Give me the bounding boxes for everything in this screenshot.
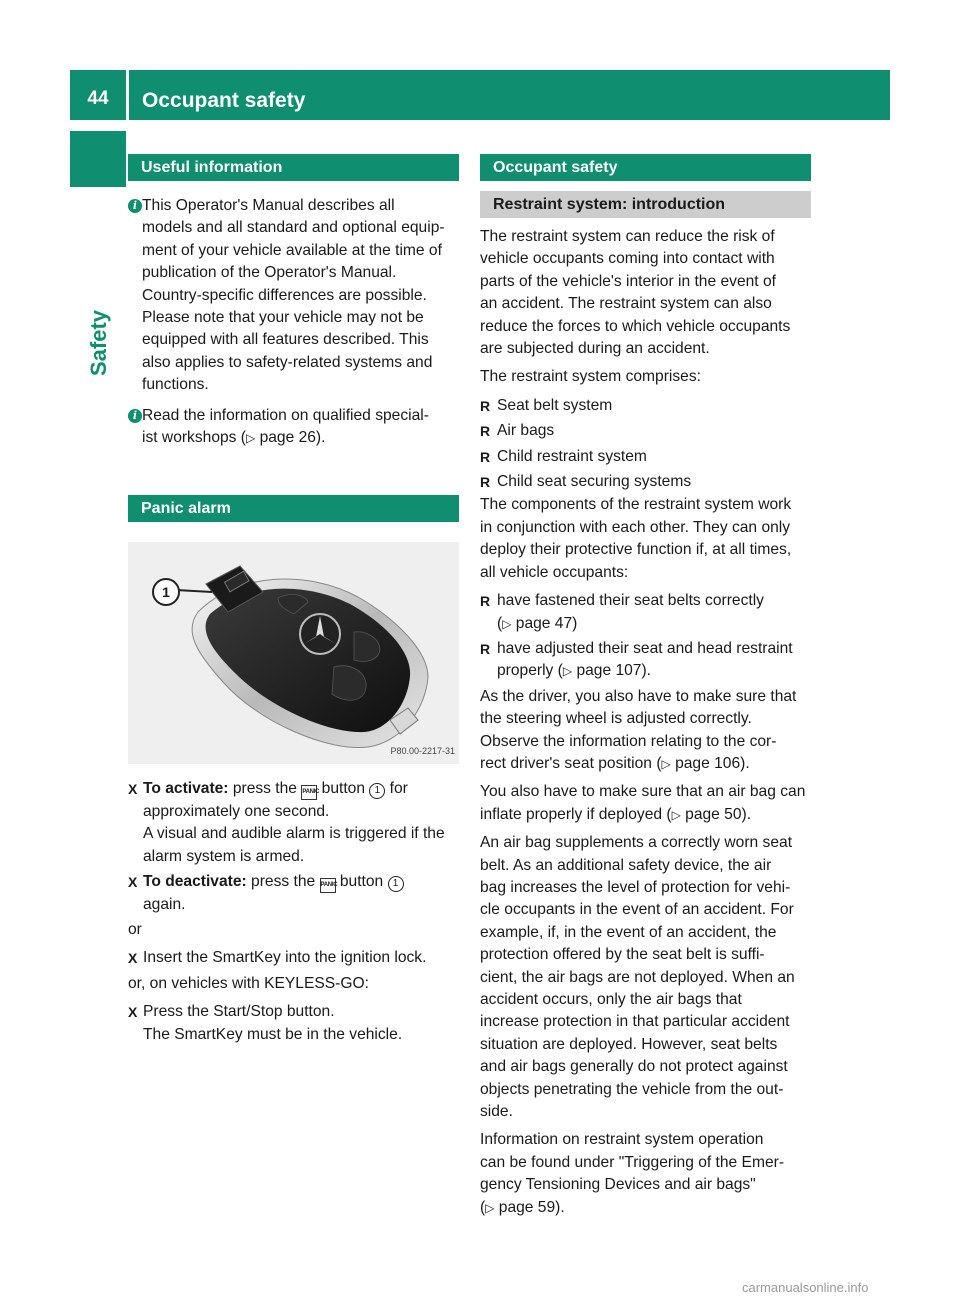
page-ref-arrow-icon: ▷ <box>661 756 671 771</box>
panic-alarm-heading: Panic alarm <box>128 495 459 522</box>
step-text: press the <box>228 780 302 798</box>
step-text: press the <box>246 873 320 891</box>
page-ref-link[interactable]: page 47) <box>511 614 578 632</box>
step-line: approximately one second. <box>143 802 330 820</box>
header-divider <box>126 70 129 120</box>
line: The components of the restraint system work <box>480 496 792 514</box>
paragraph <box>480 494 811 584</box>
occupant-safety-heading: Occupant safety <box>480 154 811 181</box>
step-line: A visual and audible alarm is triggered if the <box>143 825 445 843</box>
step-line <box>143 778 459 800</box>
step-text: button <box>317 780 370 798</box>
bullet-marker: R <box>480 423 491 440</box>
info-text: ist workshops ( <box>142 429 246 447</box>
callout-1-icon: 1 <box>369 783 385 799</box>
list-item <box>480 590 811 635</box>
line: in conjunction with each other. They can only <box>480 518 791 536</box>
info-line <box>142 427 459 449</box>
right-column <box>480 154 811 1225</box>
useful-info-heading: Useful information <box>128 154 459 181</box>
list-item-text <box>497 660 811 682</box>
list-item <box>480 446 811 468</box>
line: vehicle occupants coming into contact with <box>480 250 775 268</box>
info-note-workshops <box>128 405 459 450</box>
step-line: alarm system is armed. <box>143 847 305 865</box>
section-marker <box>70 131 126 187</box>
list-item <box>480 395 811 417</box>
left-column <box>128 154 459 1049</box>
comprises-text: The restraint system comprises: <box>480 368 701 386</box>
info-line: models and all standard and optional equip- <box>142 219 445 237</box>
list-item <box>480 638 811 683</box>
or-keyless-text: or, on vehicles with KEYLESS-GO: <box>128 974 369 992</box>
figure-code: P80.00-2217-31 <box>390 746 455 757</box>
step-marker: X <box>128 874 138 891</box>
list-item-text: Seat belt system <box>497 396 613 414</box>
text: rect driver's seat position ( <box>480 754 662 772</box>
page-ref-link[interactable]: page 26). <box>255 429 326 447</box>
page-ref-arrow-icon: ▷ <box>502 616 512 631</box>
step-text: for <box>385 780 408 798</box>
paragraph <box>480 832 811 1123</box>
text: ( <box>480 1198 486 1216</box>
page-ref-link[interactable]: page 107). <box>572 662 652 680</box>
line: protection offered by the seat belt is suffi- <box>480 946 765 964</box>
bullet-marker: R <box>480 474 491 491</box>
list-item <box>480 471 811 493</box>
step-insert-key <box>128 947 459 969</box>
page-ref-link[interactable]: page 59). <box>494 1198 565 1216</box>
line: are subjected during an accident. <box>480 340 710 358</box>
line: accident occurs, only the air bags that <box>480 991 742 1008</box>
step-line <box>143 871 459 893</box>
line: an accident. The restraint system can also <box>480 295 772 313</box>
page-title: Occupant safety <box>142 89 306 112</box>
figure-callout-1: 1 <box>152 578 180 606</box>
info-icon: i <box>128 409 142 423</box>
line: belt. As an additional safety device, the air <box>480 856 772 874</box>
step-marker: X <box>128 781 138 798</box>
line <box>480 804 811 826</box>
info-line: Please note that your vehicle may not be <box>142 309 424 327</box>
list-item-text: Air bags <box>497 422 555 440</box>
text: properly ( <box>497 662 563 680</box>
info-line: equipped with all features described. This <box>142 331 429 349</box>
paragraph <box>480 1129 811 1219</box>
step-marker: X <box>128 950 138 967</box>
list-item-text: have adjusted their seat and head restraint <box>497 639 793 657</box>
watermark: carmanualsonline.info <box>742 1280 869 1295</box>
line: An air bag supplements a correctly worn seat <box>480 834 793 852</box>
line: example, if, in the event of an accident, the <box>480 923 777 941</box>
smartkey-illustration <box>128 542 459 764</box>
page-ref-arrow-icon: ▷ <box>671 807 681 822</box>
step-deactivate <box>128 871 459 916</box>
step-marker: X <box>128 1004 138 1021</box>
bullet-marker: R <box>480 397 491 414</box>
panic-button-icon: PANIC <box>320 878 336 893</box>
step-line: Insert the SmartKey into the ignition lock. <box>143 949 427 967</box>
list-item-text <box>497 613 811 635</box>
step-activate <box>128 778 459 868</box>
info-line: Country-specific differences are possible. <box>142 286 427 304</box>
line: The restraint system can reduce the risk of <box>480 228 775 245</box>
info-line: also applies to safety-related systems and <box>142 353 433 371</box>
or-text: or <box>128 920 142 938</box>
line: parts of the vehicle's interior in the event of <box>480 272 776 290</box>
info-icon: i <box>128 199 142 213</box>
page-number: 44 <box>87 88 109 109</box>
page-ref-link[interactable]: page 50). <box>680 805 752 823</box>
step-label: To deactivate: <box>143 873 247 891</box>
line: the steering wheel is adjusted correctly. <box>480 710 752 728</box>
bullet-marker: R <box>480 448 491 465</box>
section-tab <box>82 290 112 380</box>
info-line: functions. <box>142 376 209 394</box>
line: As the driver, you also have to make sure that <box>480 687 797 705</box>
line <box>480 1197 811 1219</box>
smartkey-figure <box>128 542 459 764</box>
list-item <box>480 420 811 442</box>
bullet-marker: R <box>480 593 491 610</box>
line: Observe the information relating to the cor- <box>480 732 777 750</box>
line: and air bags generally do not protect against <box>480 1058 788 1076</box>
line <box>480 753 811 775</box>
line: cle occupants in the event of an accident. For <box>480 901 794 919</box>
line: deploy their protective function if, at all times, <box>480 541 792 559</box>
restraint-intro-heading: Restraint system: introduction <box>480 191 811 218</box>
step-line: Press the Start/Stop button. <box>143 1003 335 1021</box>
line: can be found under "Triggering of the Emer- <box>480 1153 785 1171</box>
line: You also have to make sure that an air bag can <box>480 783 806 801</box>
step-press-start-stop <box>128 1001 459 1046</box>
step-line: again. <box>143 895 186 913</box>
line: bag increases the level of protection for vehi- <box>480 878 791 896</box>
line: objects penetrating the vehicle from the out- <box>480 1080 784 1098</box>
info-note-manual <box>128 195 459 397</box>
paragraph <box>480 226 811 360</box>
line: reduce the forces to which vehicle occupants <box>480 317 791 335</box>
line: all vehicle occupants: <box>480 563 629 581</box>
page-ref-arrow-icon: ▷ <box>485 1200 495 1215</box>
list-item-text: Child seat securing systems <box>497 473 692 491</box>
text: inflate properly if deployed ( <box>480 805 672 823</box>
list-item-text: have fastened their seat belts correctly <box>497 592 764 610</box>
line: side. <box>480 1103 513 1121</box>
section-tab-label: Safety <box>86 309 111 376</box>
info-line: Read the information on qualified special- <box>142 406 429 424</box>
line: situation are deployed. However, seat belts <box>480 1035 778 1053</box>
bullet-marker: R <box>480 640 491 657</box>
page-ref-arrow-icon: ▷ <box>562 664 573 679</box>
info-line: ment of your vehicle available at the time of <box>142 241 442 259</box>
step-label: To activate: <box>143 780 229 798</box>
info-line: publication of the Operator's Manual. <box>142 264 397 282</box>
page-ref-link[interactable]: page 106). <box>670 754 750 772</box>
line: cient, the air bags are not deployed. When an <box>480 968 795 986</box>
line: gency Tensioning Devices and air bags" <box>480 1176 756 1194</box>
page-ref-arrow-icon: ▷ <box>246 431 256 446</box>
panic-button-icon: PANIC <box>301 785 317 800</box>
line: Information on restraint system operation <box>480 1131 764 1149</box>
line: increase protection in that particular accident <box>480 1013 790 1031</box>
callout-1-icon: 1 <box>388 876 404 892</box>
page-header <box>70 70 890 120</box>
info-line: This Operator's Manual describes all <box>142 197 395 214</box>
step-line: The SmartKey must be in the vehicle. <box>143 1025 403 1043</box>
paragraph <box>480 781 811 826</box>
list-item-text: Child restraint system <box>497 447 647 465</box>
text: ( <box>497 614 503 632</box>
paragraph <box>480 686 811 776</box>
step-text: button <box>335 873 388 891</box>
